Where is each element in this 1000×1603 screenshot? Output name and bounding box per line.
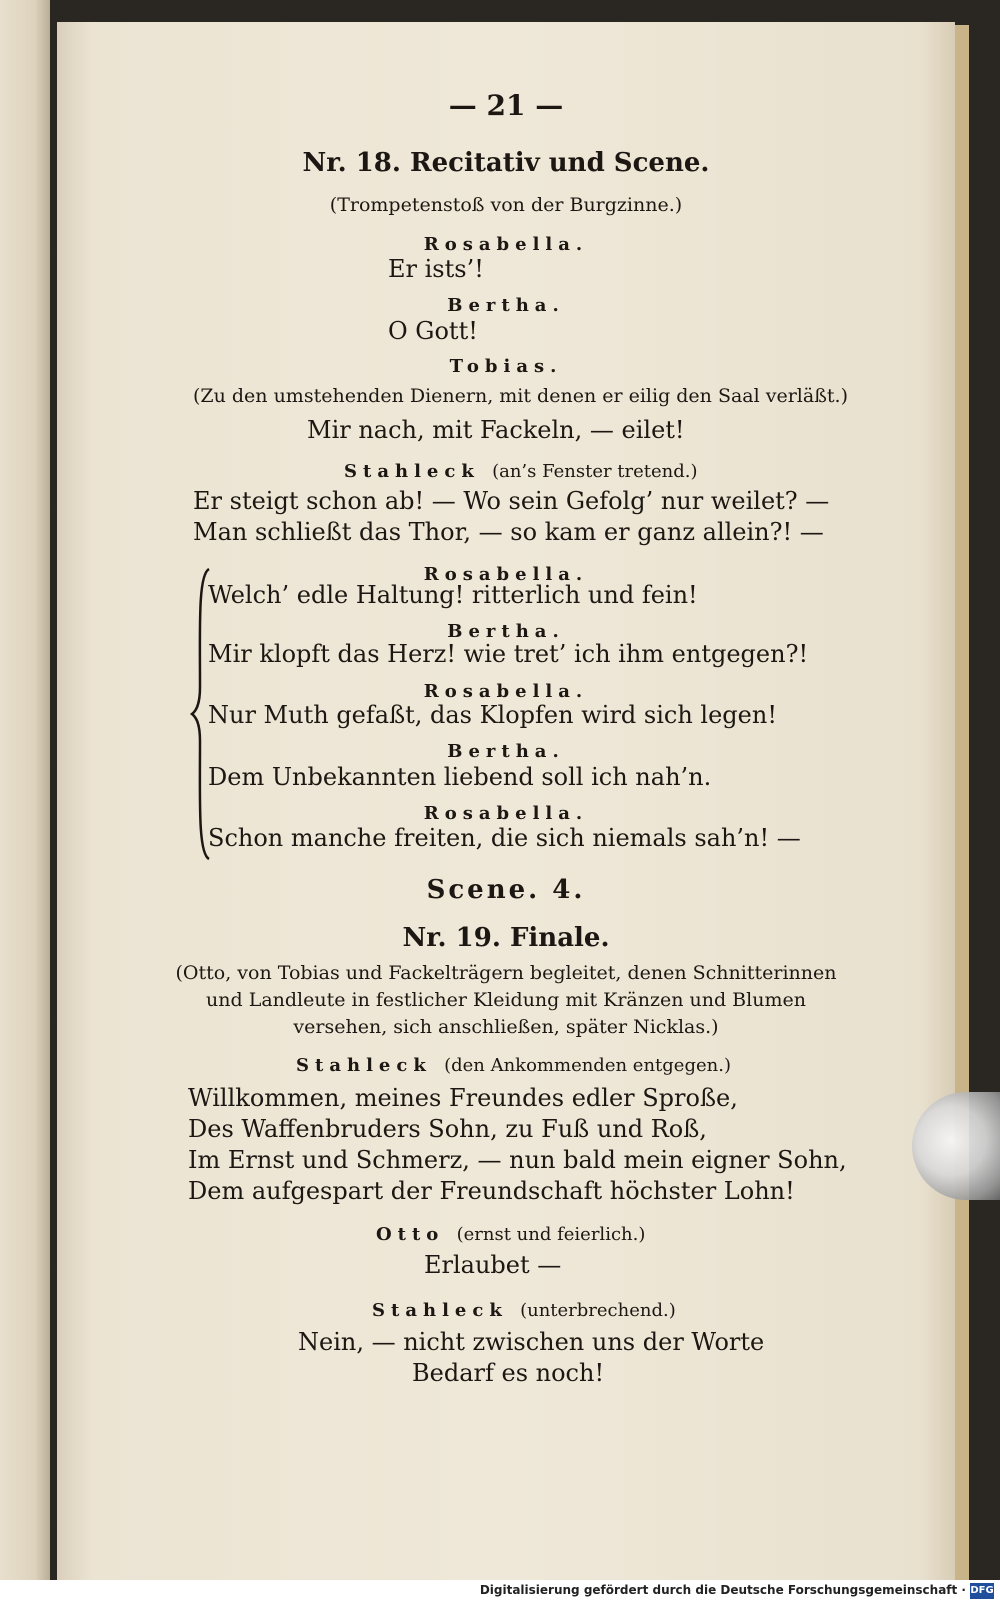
scene-heading: Scene. 4. [426, 875, 586, 905]
speaker-name: Stahleck [296, 1055, 432, 1076]
verse-line: Bedarf es noch! [412, 1359, 605, 1387]
speaker-rosabella: Rosabella. [423, 564, 589, 585]
verse-line: Er ists’! [388, 255, 484, 283]
verse-line: Des Waffenbruders Sohn, zu Fuß und Roß, [188, 1115, 707, 1143]
finale-stage-direction: und Landleute in festlicher Kleidung mit Kränzen und Blumen [206, 989, 806, 1011]
finale-stage-direction: (Otto, von Tobias und Fackelträgern begleitet, denen Schnitterinnen [175, 962, 837, 984]
speaker-bertha: Bertha. [447, 621, 565, 642]
footer-bar [0, 1580, 1000, 1603]
nr18-heading: Nr. 18. Recitativ und Scene. [302, 148, 710, 178]
speaker-tobias: Tobias. [449, 356, 563, 377]
speaker-direction: (den Ankommenden entgegen.) [444, 1055, 731, 1076]
left-page-edge [0, 0, 50, 1580]
verse-line: Nein, — nicht zwischen uns der Worte [298, 1328, 765, 1356]
speaker-bertha: Bertha. [447, 295, 565, 316]
verse-line: Mir nach, mit Fackeln, — eilet! [307, 416, 685, 444]
speaker-name: Otto [376, 1224, 445, 1245]
footer-credit: Digitalisierung gefördert durch die Deutsche Forschungsgemeinschaft · [479, 1583, 966, 1597]
nr19-heading: Nr. 19. Finale. [402, 923, 610, 953]
verse-line: Mir klopft das Herz! wie tret’ ich ihm entgegen?! [208, 640, 809, 668]
verse-line: O Gott! [388, 317, 478, 345]
verse-line: Man schließt das Thor, — so kam er ganz allein?! — [193, 518, 824, 546]
speaker-rosabella: Rosabella. [423, 234, 589, 255]
verse-line: Dem aufgespart der Freundschaft höchster Lohn! [188, 1177, 795, 1205]
speaker-bertha: Bertha. [447, 741, 565, 762]
verse-line: Welch’ edle Haltung! ritterlich und fein! [208, 581, 698, 609]
speaker-stahleck [296, 1057, 731, 1075]
verse-line: Nur Muth gefaßt, das Klopfen wird sich legen! [208, 701, 777, 729]
speaker-name: Stahleck [372, 1300, 508, 1321]
verse-line: Er steigt schon ab! — Wo sein Gefolg’ nur weilet? — [193, 487, 830, 515]
speaker-rosabella: Rosabella. [423, 681, 589, 702]
speaker-direction: (an’s Fenster tretend.) [492, 461, 698, 482]
verse-line: Dem Unbekannten liebend soll ich nah’n. [208, 763, 712, 791]
verse-line: Im Ernst und Schmerz, — nun bald mein eigner Sohn, [188, 1146, 847, 1174]
finale-stage-direction: versehen, sich anschließen, später Nicklas.) [293, 1016, 719, 1038]
speaker-stahleck [372, 1302, 676, 1320]
speaker-rosabella: Rosabella. [423, 803, 589, 824]
speaker-name: Stahleck [344, 461, 480, 482]
verse-line: Erlaubet — [424, 1251, 562, 1279]
tobias-stage-direction: (Zu den umstehenden Dienern, mit denen er eilig den Saal verläßt.) [193, 385, 848, 407]
speaker-stahleck [344, 463, 698, 481]
speaker-otto [376, 1226, 645, 1244]
page-stack-edge [955, 25, 969, 1580]
page-number: — 21 — [448, 89, 564, 122]
speaker-direction: (unterbrechend.) [520, 1300, 676, 1321]
verse-line: Willkommen, meines Freundes edler Sproße, [188, 1084, 738, 1112]
nr18-stage-direction: (Trompetenstoß von der Burgzinne.) [329, 194, 683, 216]
verse-line: Schon manche freiten, die sich niemals sah’n! — [208, 824, 801, 852]
dfg-logo: DFG [970, 1583, 994, 1599]
speaker-direction: (ernst und feierlich.) [456, 1224, 646, 1245]
